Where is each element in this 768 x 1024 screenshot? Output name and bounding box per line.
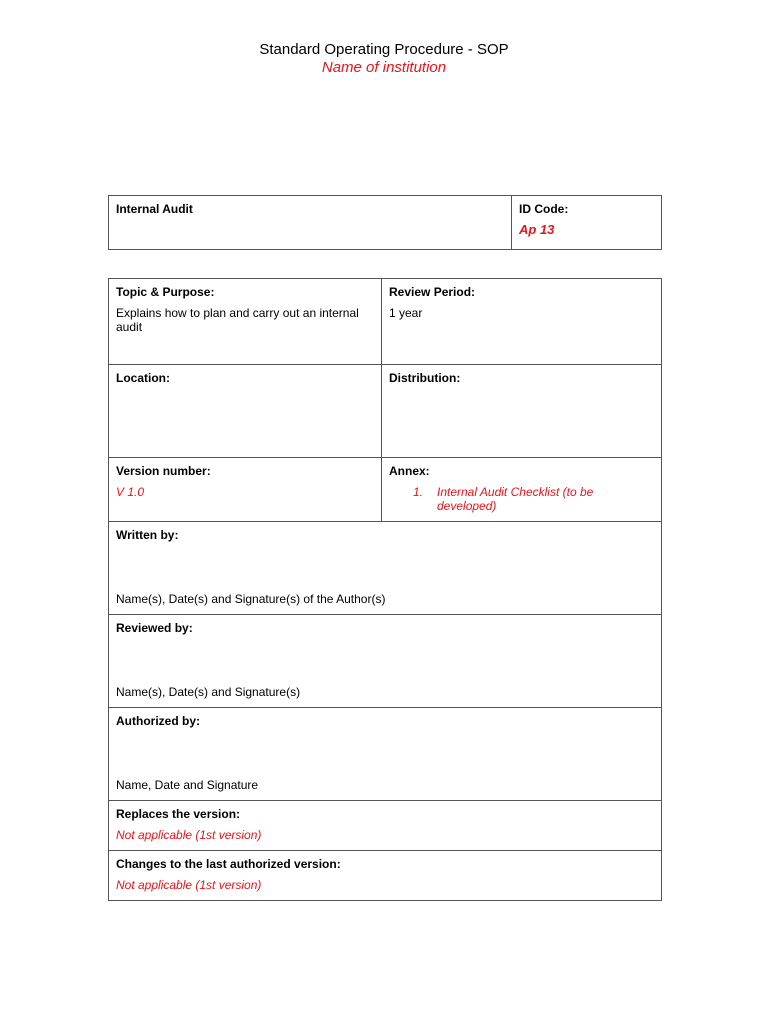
id-table	[108, 195, 662, 250]
written-by-cell	[109, 522, 662, 615]
written-by-note: Name(s), Date(s) and Signature(s) of the Author(s)	[116, 592, 386, 606]
institution-name: Name of institution	[321, 59, 447, 76]
distribution-cell	[382, 365, 662, 458]
annex-cell	[382, 458, 662, 522]
version-value: V 1.0	[116, 485, 145, 499]
id-code-label: ID Code:	[519, 202, 569, 216]
changes-value: Not applicable (1st version)	[116, 878, 262, 892]
sop-name-cell	[109, 196, 512, 250]
replaces-value: Not applicable (1st version)	[116, 828, 262, 842]
annex-label: Annex:	[389, 464, 430, 478]
annex-item-number: 1.	[413, 485, 424, 499]
review-label: Review Period:	[389, 285, 476, 299]
reviewed-by-cell	[109, 615, 662, 708]
sop-details-table	[108, 278, 662, 901]
version-cell	[109, 458, 382, 522]
location-cell	[109, 365, 382, 458]
review-value: 1 year	[389, 306, 423, 320]
document-header	[0, 41, 768, 77]
authorized-by-cell	[109, 708, 662, 801]
distribution-label: Distribution:	[389, 371, 461, 385]
changes-cell	[109, 851, 662, 901]
replaces-label: Replaces the version:	[116, 807, 241, 821]
annex-item	[389, 485, 654, 513]
annex-item-text: Internal Audit Checklist (to be developed)	[437, 485, 594, 513]
location-label: Location:	[116, 371, 170, 385]
document-title: Standard Operating Procedure - SOP	[259, 41, 509, 58]
id-code-cell	[512, 196, 662, 250]
reviewed-by-note: Name(s), Date(s) and Signature(s)	[116, 685, 301, 699]
authorized-by-note: Name, Date and Signature	[116, 778, 259, 792]
topic-label: Topic & Purpose:	[116, 285, 215, 299]
reviewed-by-label: Reviewed by:	[116, 621, 193, 635]
sop-name: Internal Audit	[116, 202, 193, 216]
changes-label: Changes to the last authorized version:	[116, 857, 341, 871]
review-cell	[382, 279, 662, 365]
authorized-by-label: Authorized by:	[116, 714, 200, 728]
topic-cell	[109, 279, 382, 365]
version-label: Version number:	[116, 464, 211, 478]
replaces-cell	[109, 801, 662, 851]
written-by-label: Written by:	[116, 528, 179, 542]
id-code-value: Ap 13	[519, 222, 555, 237]
topic-value: Explains how to plan and carry out an internal audit	[116, 306, 359, 334]
